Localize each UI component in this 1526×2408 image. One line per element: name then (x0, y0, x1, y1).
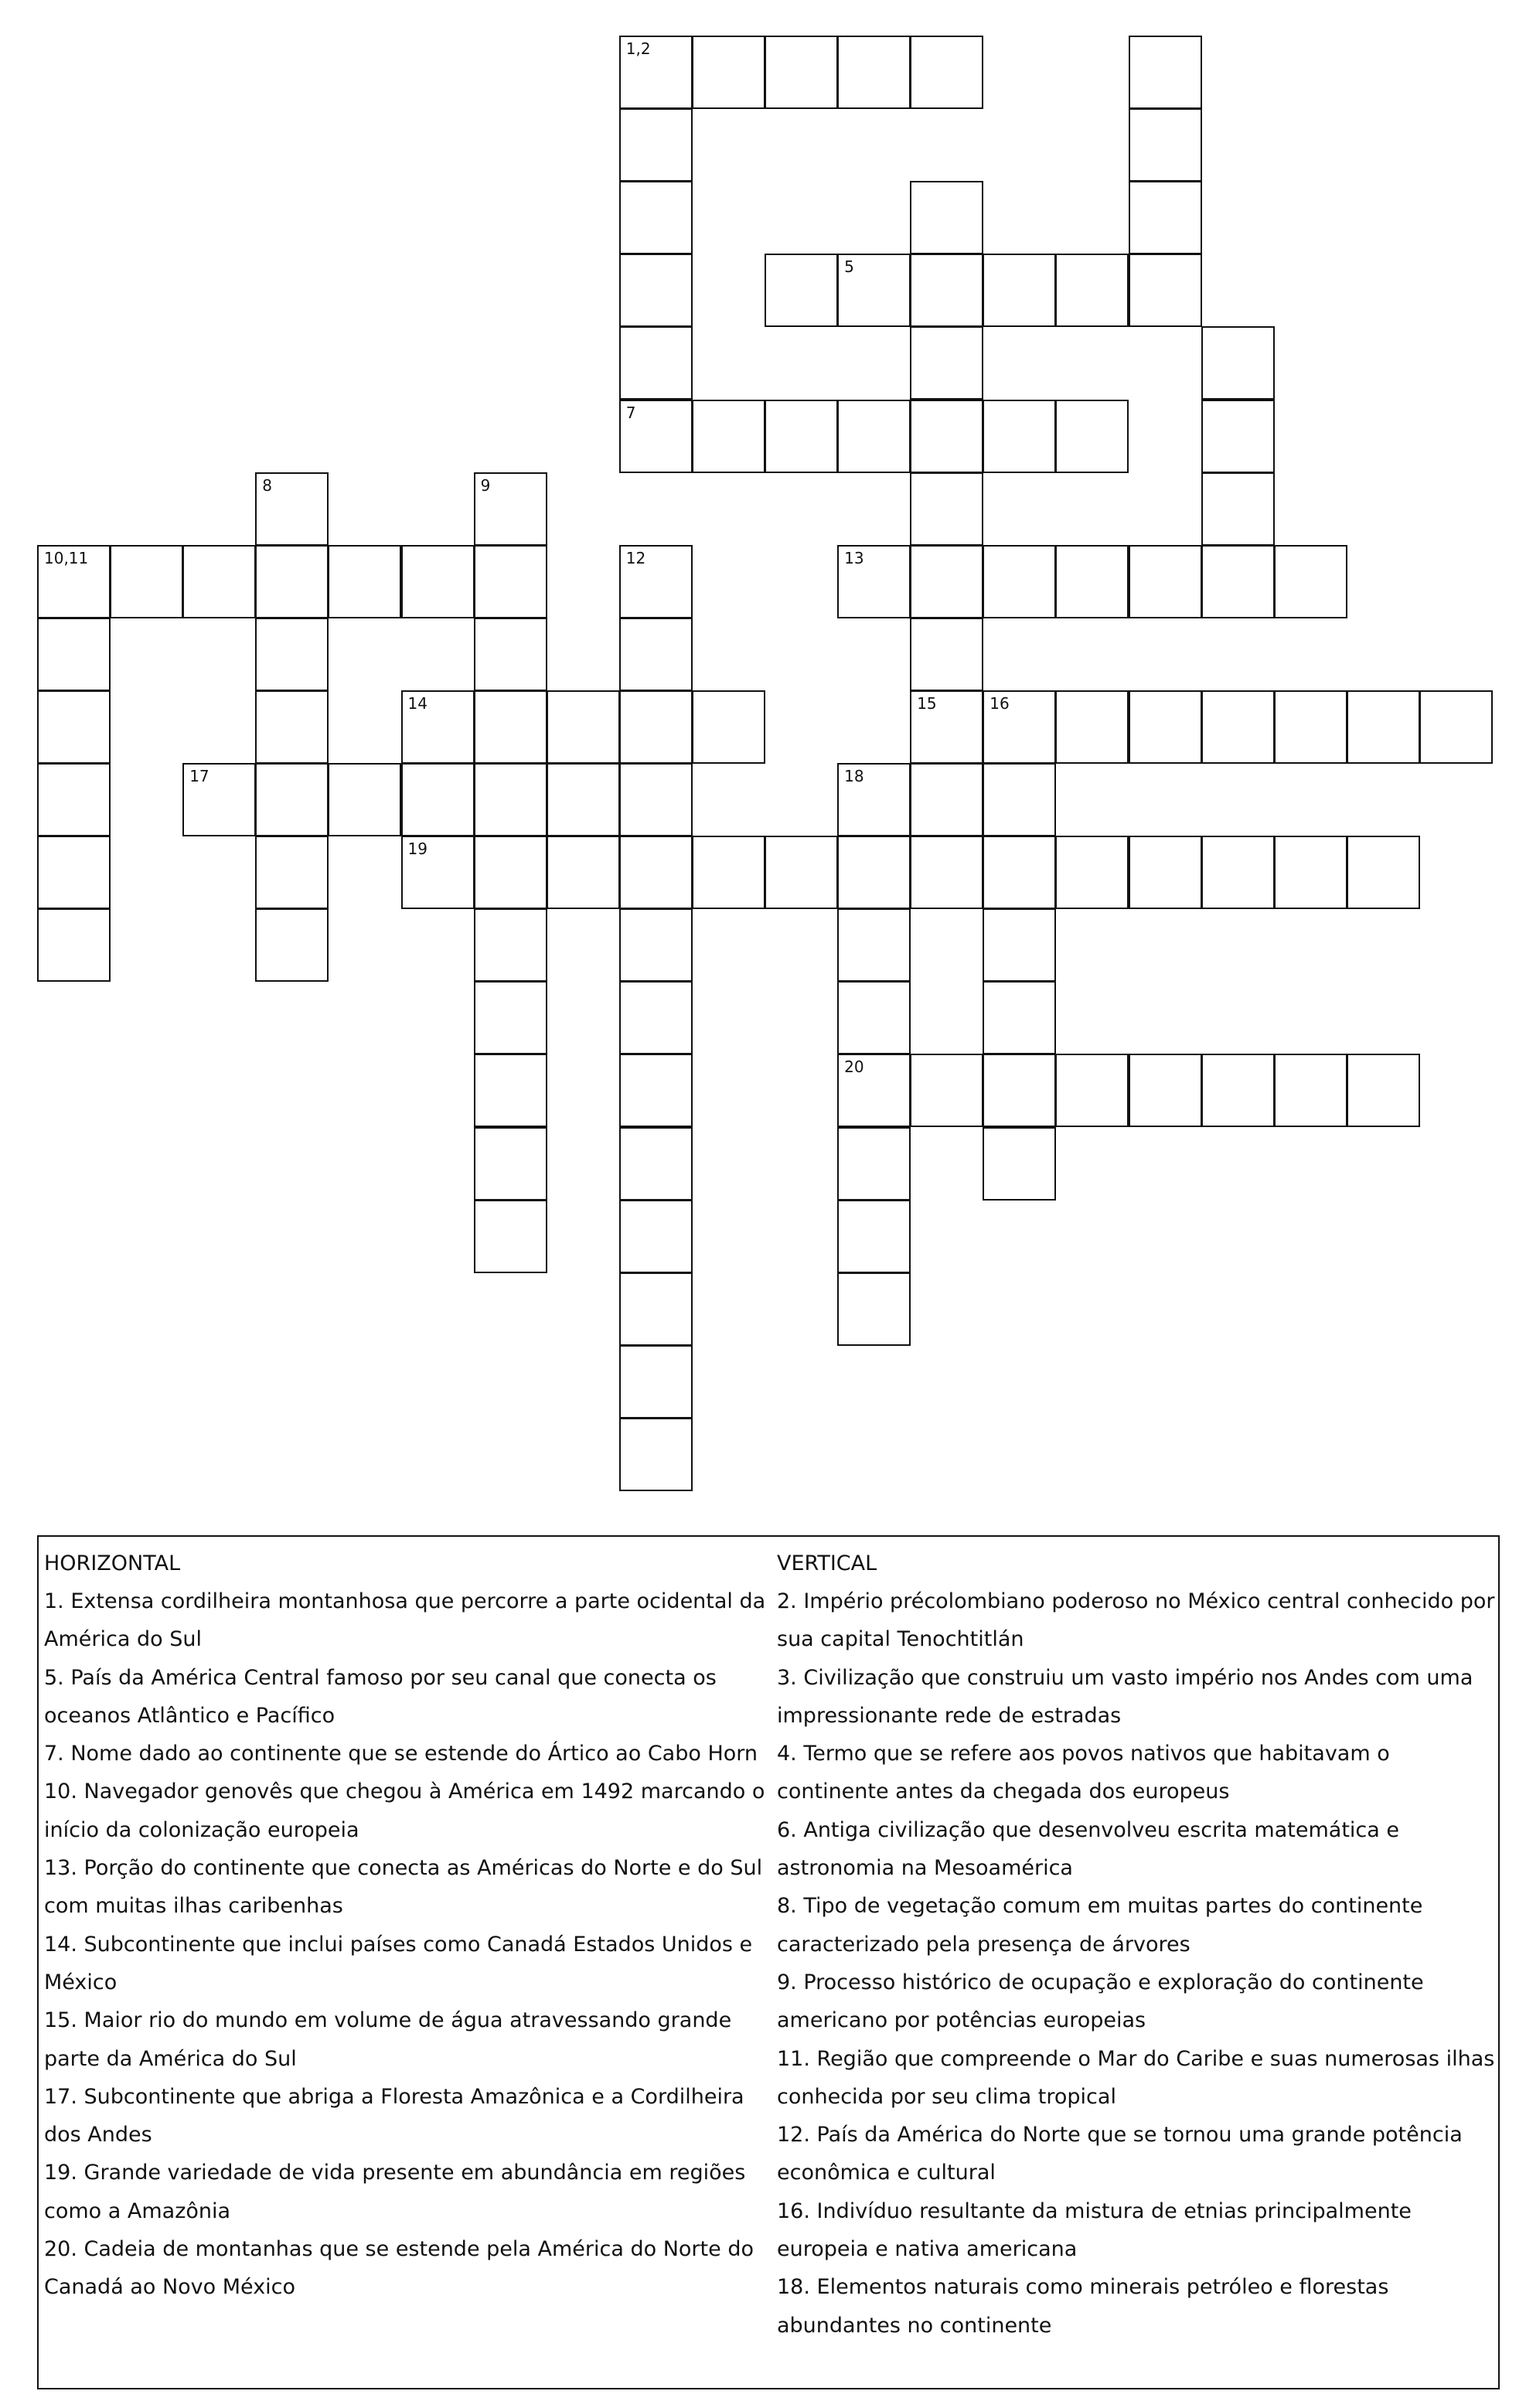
grid-cell[interactable] (474, 690, 547, 764)
grid-cell[interactable] (1129, 254, 1202, 327)
grid-cell[interactable] (1055, 836, 1129, 909)
clue-down-2: 2. Império précolombiano poderoso no México central conhecido por sua capital Tenochtitlán (777, 1589, 1495, 1652)
grid-cell[interactable] (1274, 690, 1347, 764)
clue-number: 17 (189, 767, 209, 785)
grid-cell[interactable] (619, 763, 693, 836)
grid-cell[interactable] (837, 400, 911, 473)
grid-cell[interactable] (837, 981, 911, 1054)
grid-cell[interactable] (983, 908, 1056, 982)
clue-across-10: 10. Navegador genovês que chegou à América em 1492 marcando o início da colonização europeia (44, 1780, 765, 1842)
grid-cell[interactable] (619, 690, 693, 764)
clue-number: 16 (990, 693, 1010, 713)
grid-cell[interactable] (182, 545, 256, 618)
grid-cell[interactable] (619, 618, 693, 691)
grid-cell[interactable] (547, 690, 620, 764)
clue-across-14: 14. Subcontinente que inclui países como Canadá Estados Unidos e México (44, 1932, 753, 1994)
grid-cell[interactable] (619, 1345, 693, 1419)
grid-cell[interactable] (910, 36, 983, 109)
grid-cell[interactable] (1129, 1054, 1202, 1127)
grid-cell[interactable] (474, 618, 547, 691)
grid-cell[interactable] (1129, 545, 1202, 618)
grid-cell[interactable] (1347, 836, 1420, 909)
grid-cell[interactable] (910, 763, 983, 836)
clue-across-15: 15. Maior rio do mundo em volume de água atravessando grande parte da América do Sul (44, 2008, 732, 2071)
grid-cell[interactable] (547, 763, 620, 836)
grid-cell[interactable] (1129, 36, 1202, 109)
grid-cell[interactable] (619, 1127, 693, 1201)
clue-number: 8 (262, 475, 273, 495)
grid-cell[interactable] (401, 836, 475, 909)
clue-across-20: 20. Cadeia de montanhas que se estende pela América do Norte do Canadá ao Novo México (44, 2237, 754, 2300)
grid-cell[interactable] (1129, 690, 1202, 764)
grid-cell[interactable] (983, 400, 1056, 473)
grid-cell[interactable] (401, 545, 475, 618)
clue-down-16: 16. Indivíduo resultante da mistura de etnias principalmente europeia e nativa americana (777, 2199, 1412, 2262)
grid-cell[interactable] (255, 472, 329, 546)
grid-cell[interactable] (619, 181, 693, 254)
clue-down-4: 4. Termo que se refere aos povos nativos que habitavam o continente antes da chegada dos europeus (777, 1742, 1390, 1804)
grid-cell[interactable] (983, 836, 1056, 909)
clue-across-7: 7. Nome dado ao continente que se estende do Ártico ao Cabo Horn (44, 1742, 758, 1766)
grid-cell[interactable] (837, 1200, 911, 1273)
grid-cell[interactable] (474, 1200, 547, 1273)
grid-cell[interactable] (910, 1054, 983, 1127)
grid-cell[interactable] (182, 763, 256, 836)
grid-cell[interactable] (983, 763, 1056, 836)
grid-cell[interactable] (1129, 108, 1202, 182)
grid-cell[interactable] (1201, 326, 1275, 400)
grid-cell[interactable] (837, 763, 911, 836)
clue-across-19: 19. Grande variedade de vida presente em abundância em regiões como a Amazônia (44, 2161, 746, 2223)
clue-number: 5 (844, 257, 854, 277)
clue-number: 13 (844, 548, 864, 567)
grid-cell[interactable] (1129, 181, 1202, 254)
grid-cell[interactable] (1129, 836, 1202, 909)
clue-across-5: 5. País da América Central famoso por seu canal que conecta os oceanos Atlântico e Pacífico (44, 1665, 717, 1728)
clue-down-8: 8. Tipo de vegetação comum em muitas partes do continente caracterizado pela presença de árvores (777, 1894, 1423, 1957)
clue-number: 18 (844, 767, 864, 785)
clue-number: 1,2 (625, 39, 651, 58)
grid-cell[interactable] (910, 472, 983, 546)
grid-cell[interactable] (837, 1127, 911, 1201)
grid-cell[interactable] (765, 254, 838, 327)
grid-cell[interactable] (1347, 1054, 1420, 1127)
grid-cell[interactable] (619, 326, 693, 400)
grid-cell[interactable] (110, 545, 183, 618)
grid-cell[interactable] (619, 981, 693, 1054)
grid-cell[interactable] (474, 472, 547, 546)
grid-cell[interactable] (474, 763, 547, 836)
grid-cell[interactable] (983, 1127, 1056, 1201)
grid-cell[interactable] (474, 981, 547, 1054)
grid-cell[interactable] (619, 1418, 693, 1491)
grid-cell[interactable] (619, 1054, 693, 1127)
vertical-clues (777, 1545, 1496, 2345)
clue-number: 12 (625, 548, 646, 567)
grid-cell[interactable] (255, 763, 329, 836)
clue-number: 10,11 (44, 548, 89, 567)
grid-cell[interactable] (1274, 1054, 1347, 1127)
grid-cell[interactable] (255, 545, 329, 618)
grid-cell[interactable] (983, 690, 1056, 764)
grid-cell[interactable] (910, 326, 983, 400)
grid-cell[interactable] (474, 1054, 547, 1127)
grid-cell[interactable] (328, 763, 401, 836)
grid-cell[interactable] (474, 545, 547, 618)
grid-cell[interactable] (1055, 1054, 1129, 1127)
grid-cell[interactable] (401, 763, 475, 836)
horizontal-heading: HORIZONTAL (44, 1551, 181, 1575)
grid-cell[interactable] (401, 690, 475, 764)
grid-cell[interactable] (1201, 1054, 1275, 1127)
grid-cell[interactable] (1201, 545, 1275, 618)
grid-cell[interactable] (1201, 836, 1275, 909)
grid-cell[interactable] (692, 836, 765, 909)
grid-cell[interactable] (910, 181, 983, 254)
grid-cell[interactable] (837, 908, 911, 982)
grid-cell[interactable] (692, 400, 765, 473)
grid-cell[interactable] (619, 108, 693, 182)
grid-cell[interactable] (255, 618, 329, 691)
grid-cell[interactable] (619, 254, 693, 327)
grid-cell[interactable] (1055, 400, 1129, 473)
grid-cell[interactable] (910, 400, 983, 473)
grid-cell[interactable] (474, 836, 547, 909)
grid-cell[interactable] (619, 1272, 693, 1346)
grid-cell[interactable] (910, 690, 983, 764)
grid-cell[interactable] (619, 400, 693, 473)
grid-cell[interactable] (37, 836, 111, 909)
grid-cell[interactable] (619, 836, 693, 909)
grid-cell[interactable] (37, 763, 111, 836)
clue-number: 19 (407, 840, 427, 859)
horizontal-clues (44, 1545, 771, 2307)
grid-cell[interactable] (765, 400, 838, 473)
grid-cell[interactable] (910, 836, 983, 909)
grid-cell[interactable] (983, 981, 1056, 1054)
grid-cell[interactable] (983, 1054, 1056, 1127)
grid-cell[interactable] (474, 908, 547, 982)
grid-cell[interactable] (692, 36, 765, 109)
grid-cell[interactable] (255, 690, 329, 764)
grid-cell[interactable] (1055, 254, 1129, 327)
clues-box (37, 1535, 1500, 2389)
clue-down-9: 9. Processo histórico de ocupação e exploração do continente americano por potências europeias (777, 1970, 1424, 2033)
clue-down-3: 3. Civilização que construiu um vasto império nos Andes com uma impressionante rede de estradas (777, 1665, 1473, 1728)
grid-cell[interactable] (1274, 836, 1347, 909)
grid-cell[interactable] (837, 1054, 911, 1127)
grid-cell[interactable] (910, 254, 983, 327)
clue-down-11: 11. Região que compreende o Mar do Caribe e suas numerosas ilhas conhecida por seu clima tropical (777, 2046, 1495, 2109)
grid-cell[interactable] (1419, 690, 1493, 764)
grid-cell[interactable] (255, 836, 329, 909)
grid-cell[interactable] (837, 254, 911, 327)
clue-across-13: 13. Porção do continente que conecta as Américas do Norte e do Sul com muitas ilhas caribenhas (44, 1856, 763, 1919)
grid-cell[interactable] (619, 545, 693, 618)
grid-cell[interactable] (1201, 690, 1275, 764)
clue-across-1: 1. Extensa cordilheira montanhosa que percorre a parte ocidental da América do Sul (44, 1589, 766, 1652)
clue-number: 9 (480, 475, 491, 495)
grid-cell[interactable] (37, 618, 111, 691)
clue-down-6: 6. Antiga civilização que desenvolveu escrita matemática e astronomia na Mesoamérica (777, 1817, 1399, 1881)
clue-number: 14 (407, 693, 427, 713)
grid-cell[interactable] (37, 908, 111, 982)
grid-cell[interactable] (1274, 545, 1347, 618)
grid-cell[interactable] (1201, 400, 1275, 473)
grid-cell[interactable] (37, 690, 111, 764)
grid-cell[interactable] (547, 836, 620, 909)
grid-cell[interactable] (765, 36, 838, 109)
clue-down-12: 12. País da América do Norte que se tornou uma grande potência econômica e cultural (777, 2123, 1463, 2185)
grid-cell[interactable] (1347, 690, 1420, 764)
grid-cell[interactable] (255, 908, 329, 982)
grid-cell[interactable] (837, 836, 911, 909)
grid-cell[interactable] (1055, 545, 1129, 618)
grid-cell[interactable] (692, 690, 765, 764)
grid-cell[interactable] (1055, 690, 1129, 764)
grid-cell[interactable] (619, 908, 693, 982)
clue-number: 20 (844, 1058, 864, 1077)
grid-cell[interactable] (983, 545, 1056, 618)
grid-cell[interactable] (837, 545, 911, 618)
clue-across-17: 17. Subcontinente que abriga a Floresta Amazônica e a Cordilheira dos Andes (44, 2084, 744, 2147)
grid-cell[interactable] (910, 545, 983, 618)
grid-cell[interactable] (765, 836, 838, 909)
grid-cell[interactable] (1201, 472, 1275, 546)
clue-number: 7 (625, 403, 636, 422)
grid-cell[interactable] (619, 1200, 693, 1273)
grid-cell[interactable] (983, 254, 1056, 327)
grid-cell[interactable] (910, 618, 983, 691)
grid-cell[interactable] (328, 545, 401, 618)
vertical-heading: VERTICAL (777, 1551, 877, 1575)
clue-number: 15 (917, 693, 937, 713)
grid-cell[interactable] (619, 36, 693, 109)
grid-cell[interactable] (837, 36, 911, 109)
grid-cell[interactable] (37, 545, 111, 618)
grid-cell[interactable] (474, 1127, 547, 1201)
grid-cell[interactable] (837, 1272, 911, 1346)
clue-down-18: 18. Elementos naturais como minerais petróleo e florestas abundantes no continente (777, 2275, 1389, 2338)
